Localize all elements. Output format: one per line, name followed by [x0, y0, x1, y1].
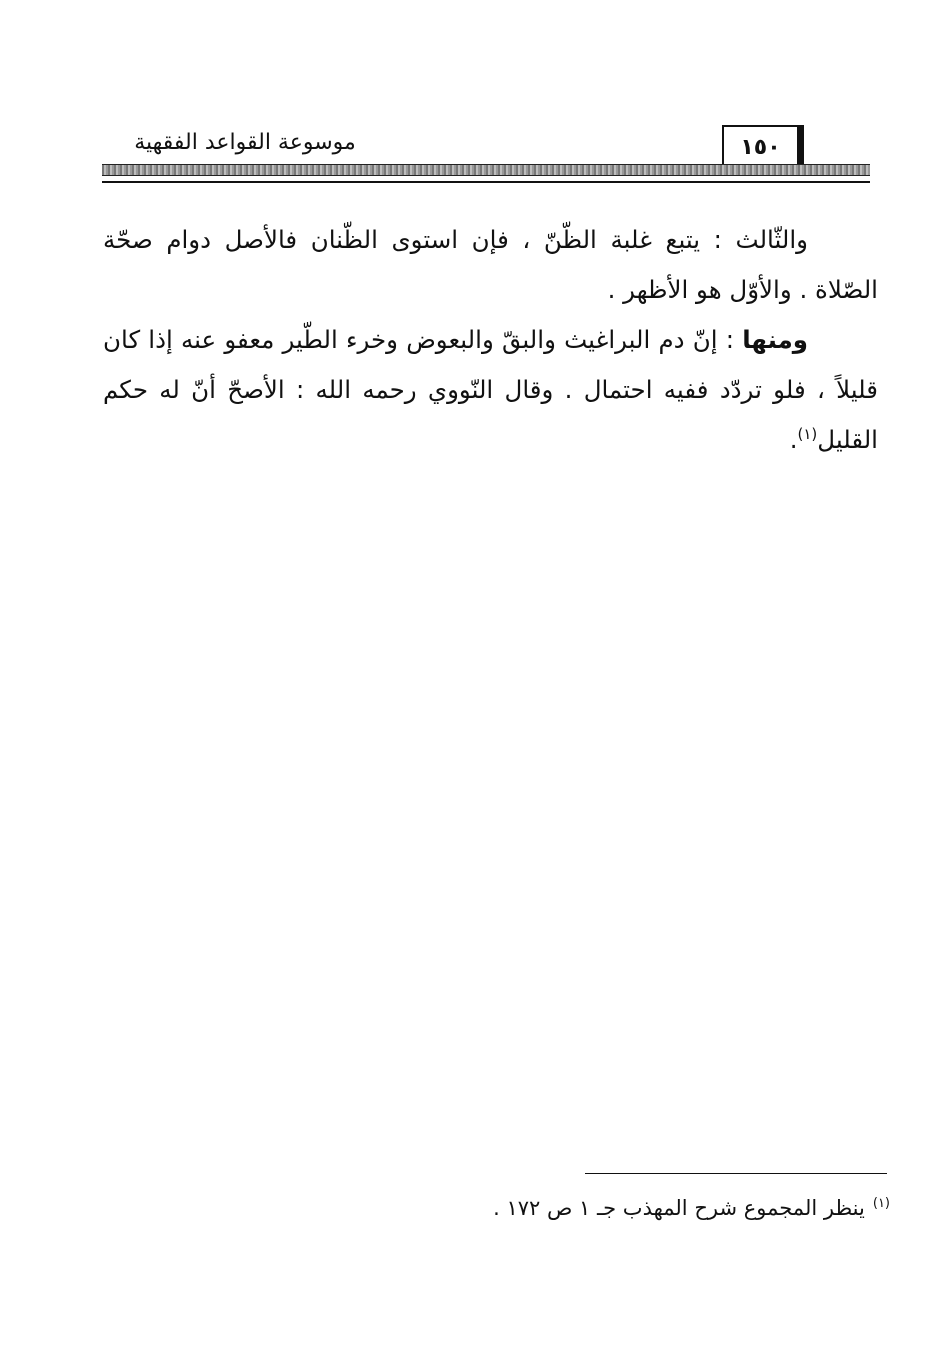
header-rule	[102, 181, 870, 183]
header-band-divider	[102, 164, 870, 176]
running-title: موسوعة القواعد الفقهية	[134, 130, 356, 155]
body-text	[103, 215, 878, 465]
footnote-marker: (١)	[872, 1196, 890, 1211]
footnote-1	[300, 1188, 890, 1228]
paragraph-lead: ومنها	[742, 325, 808, 354]
paragraph-1: والثّالث : يتبع غلبة الظّنّ ، فإن استوى الظّنان فالأصل دوام صحّة الصّلاة . والأوّل هو الأظهر .	[103, 225, 878, 304]
page-number: ١٥٠	[740, 135, 781, 160]
paragraph-2	[103, 315, 878, 465]
footnote-rule	[585, 1173, 887, 1174]
footnote-reference[interactable]: (١)	[797, 424, 818, 443]
footnote-text: ينظر المجموع شرح المهذب جـ ١ ص ١٧٢ .	[493, 1196, 865, 1220]
paragraph-2-text: : إنّ دم البراغيث والبقّ والبعوض وخرء الطّير معفو عنه إذا كان قليلاً ، فلو تردّد ففيه احتمال . وقال النّووي رحمه الله : الأصحّ أنّ له حكم القليل	[103, 325, 878, 454]
paragraph-2-end: .	[789, 425, 798, 454]
